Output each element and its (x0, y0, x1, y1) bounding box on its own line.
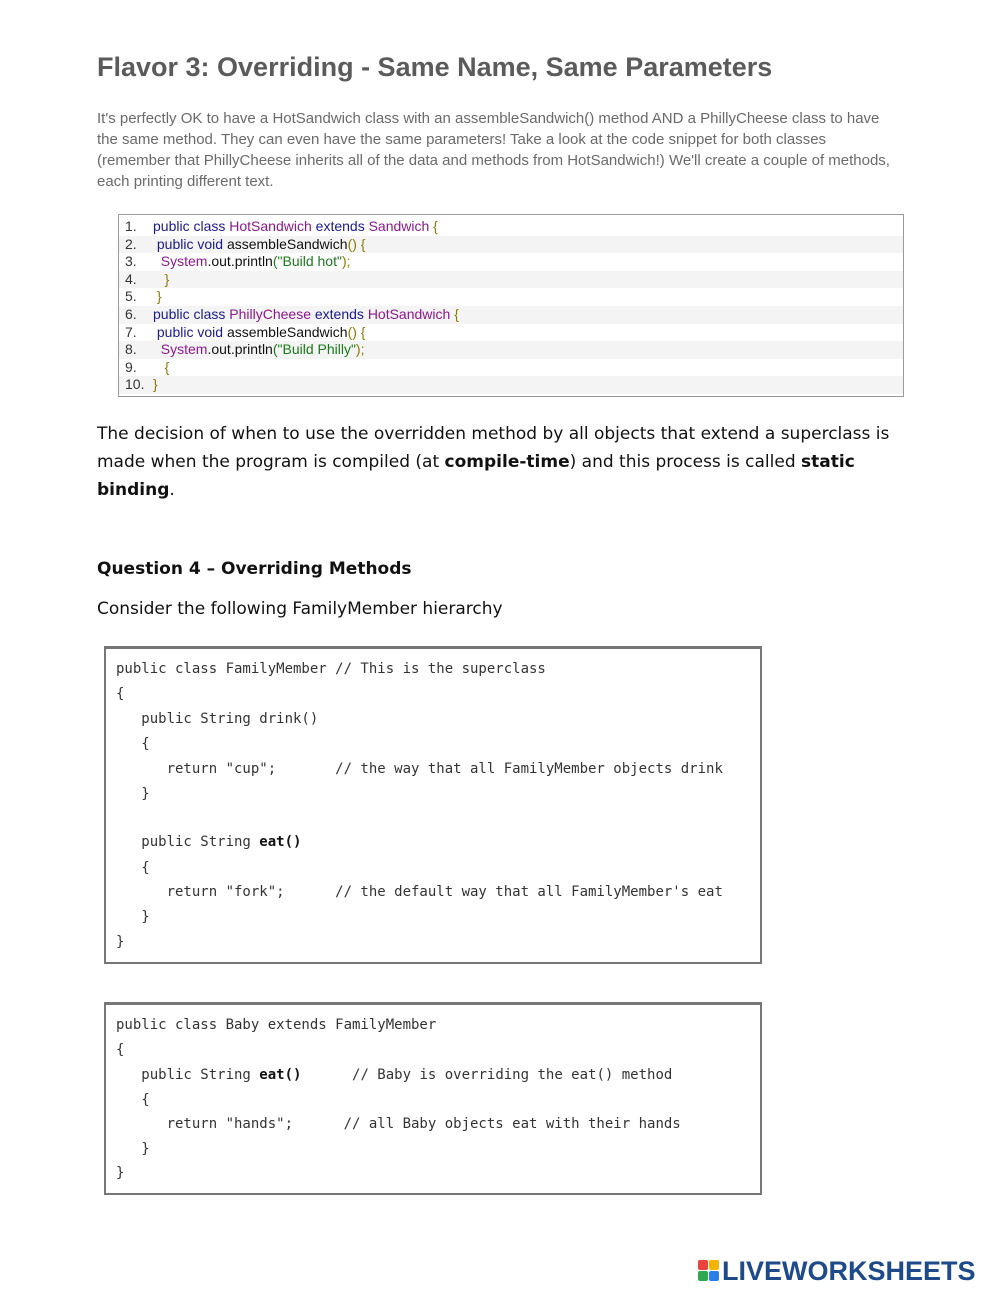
code-line: } (116, 1141, 150, 1157)
code-line-5: 5. } (125, 288, 162, 305)
page-title: Flavor 3: Overriding - Same Name, Same Parameters (97, 52, 773, 82)
code-line-1: 1. public class HotSandwich extends Sandwich { (125, 218, 438, 234)
static-binding-paragraph: The decision of when to use the overridden method by all objects that extend a superclass is made when the program is compiled (at compile-time) and this process is called static binding. (97, 424, 890, 500)
code-line: public String drink() (116, 711, 319, 727)
code-line: { (116, 1042, 125, 1058)
code-line: } (116, 786, 150, 802)
code-line: public String eat() // Baby is overriding the eat() method (116, 1067, 673, 1083)
code-line: { (116, 860, 150, 876)
code-line: public class Baby extends FamilyMember (116, 1017, 437, 1033)
code-line-8: 8. System.out.println("Build Philly"); (119, 341, 903, 359)
sandwich-code-snippet (118, 214, 904, 397)
question-heading: Question 4 – Overriding Methods (97, 559, 412, 579)
code-line: { (116, 1092, 150, 1108)
code-line-6: 6. public class PhillyCheese extends HotSandwich { (119, 306, 903, 324)
code-line: } (116, 909, 150, 925)
code-line: return "fork"; // the default way that all FamilyMember's eat (116, 884, 723, 900)
baby-code-box (104, 1002, 762, 1195)
consider-text: Consider the following FamilyMember hierarchy (97, 599, 503, 619)
code-line: } (116, 1165, 125, 1181)
code-line: public class FamilyMember // This is the superclass (116, 661, 546, 677)
code-line: public String eat() (116, 834, 302, 850)
intro-paragraph: It's perfectly OK to have a HotSandwich class with an assembleSandwich() method AND a PhillyCheese class to have the same method. They can even have the same parameters! Take a look at the code snippet for both classes (remember that PhillyCheese inherits all of the data and methods from HotSandwich!) We'll create a couple of methods, each printing different text. (97, 110, 890, 190)
familymember-code-box (104, 646, 762, 964)
code-line-10: 10. } (119, 376, 903, 394)
code-line: } (116, 934, 125, 950)
code-line-2: 2. public void assembleSandwich() { (119, 236, 903, 254)
logo-text: LIVEWORKSHEETS (722, 1256, 976, 1286)
code-line-7: 7. public void assembleSandwich() { (125, 323, 366, 340)
code-line: return "cup"; // the way that all FamilyMember objects drink (116, 761, 723, 777)
logo-blocks-icon (698, 1260, 720, 1282)
code-line-3: 3. System.out.println("Build hot"); (125, 253, 351, 270)
code-line: return "hands"; // all Baby objects eat with their hands (116, 1116, 681, 1132)
code-line: { (116, 736, 150, 752)
code-line-9: 9. { (125, 358, 170, 375)
code-line-4: 4. } (119, 271, 903, 289)
code-line: { (116, 686, 125, 702)
